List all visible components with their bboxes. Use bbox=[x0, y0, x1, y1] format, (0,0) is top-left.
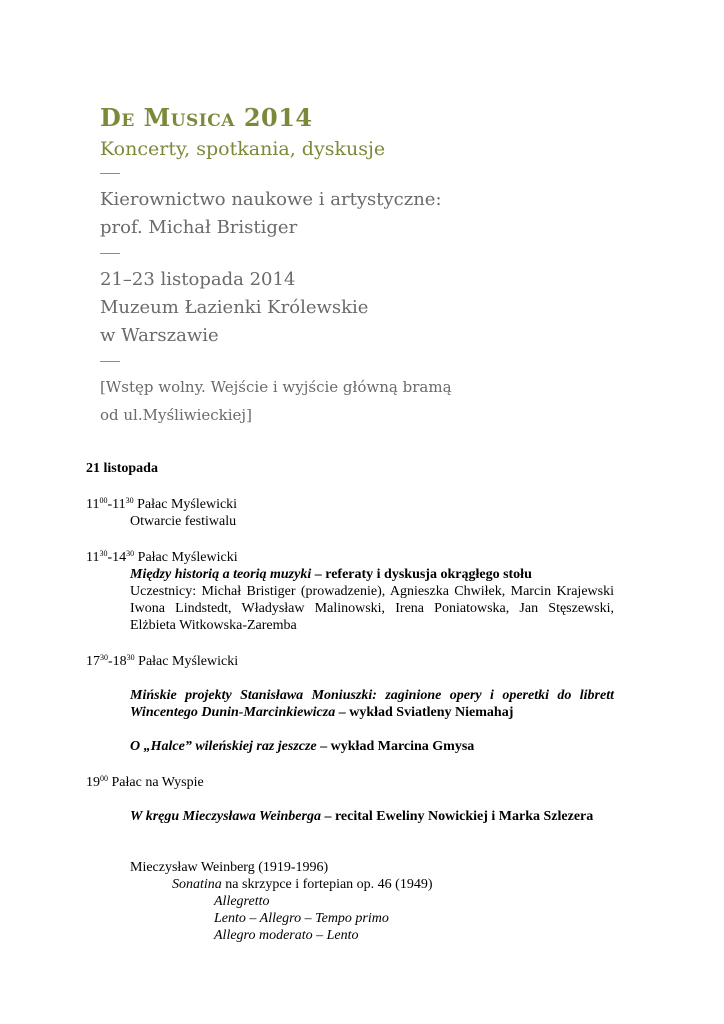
slot-time-place bbox=[86, 545, 614, 566]
recital-title: W kręgu Mieczysława Weinberga – recital Eweliny Nowickiej i Marka Szlezera bbox=[130, 809, 594, 824]
composer: Mieczysław Weinberg (1919-1996) bbox=[130, 860, 329, 875]
venue-line-2: w Warszawie bbox=[100, 325, 219, 346]
slot-time: $11^{00}-11^{30}$ bbox=[86, 496, 134, 512]
slot-time-place bbox=[86, 770, 614, 791]
slot-place: Pałac Myślewicki bbox=[133, 497, 238, 512]
slot-place: Pałac Myślewicki bbox=[134, 550, 238, 565]
slot-time-place bbox=[86, 649, 614, 670]
work-title: Sonatina na skrzypce i fortepian op. 46 (1949) bbox=[172, 877, 433, 892]
festival-dates: 21–23 listopada 2014 bbox=[100, 269, 296, 290]
direction-line-1: Kierownictwo naukowe i artystyczne: bbox=[100, 189, 442, 210]
slot-time: $11^{30}-14^{30}$ bbox=[86, 549, 135, 565]
divider bbox=[100, 173, 120, 174]
slot-description: Otwarcie festiwalu bbox=[130, 514, 237, 529]
venue-line-1: Muzeum Łazienki Królewskie bbox=[100, 297, 369, 318]
program-slot bbox=[86, 545, 614, 634]
program-slot bbox=[86, 770, 614, 944]
event-title: Między historią a teorią muzyki – referaty i dyskusja okrągłego stołu bbox=[130, 567, 532, 582]
slot-place: Pałac Myślewicki bbox=[134, 654, 239, 669]
direction-line-2: prof. Michał Bristiger bbox=[100, 217, 298, 238]
program bbox=[86, 460, 614, 959]
program-slot bbox=[86, 492, 614, 530]
movement: Allegretto bbox=[214, 894, 270, 909]
day-heading: 21 listopada bbox=[86, 461, 158, 476]
lecture-2: O „Halce” wileńskiej raz jeszcze – wykład Marcina Gmysa bbox=[130, 739, 475, 754]
entry-note-line-1: [Wstęp wolny. Wejście i wyjście główną bramą bbox=[100, 378, 452, 396]
festival-subtitle: Koncerty, spotkania, dyskusje bbox=[100, 138, 386, 160]
movement: Allegro moderato – Lento bbox=[214, 928, 359, 943]
slot-place: Pałac na Wyspie bbox=[108, 775, 204, 790]
festival-header bbox=[100, 102, 520, 429]
lecture-1: Mińskie projekty Stanisława Moniuszki: zaginione opery i operetki do librett Wincentego Dunin-Marcinkiewicza – wykład Sviatleny Niemahaj bbox=[130, 688, 614, 720]
movement: Lento – Allegro – Tempo primo bbox=[214, 911, 389, 926]
program-slot bbox=[86, 649, 614, 755]
slot-time: $17^{30}-18^{30}$ bbox=[86, 653, 135, 669]
entry-note-line-2: od ul.Myśliwieckiej] bbox=[100, 406, 252, 424]
participants: Uczestnicy: Michał Bristiger (prowadzenie), Agnieszka Chwiłek, Marcin Krajewski Iwona Lindstedt, Władysław Malinowski, Irena Poniatowska, Jan Stęszewski, Elżbieta Witkowska-Zaremba bbox=[130, 584, 614, 633]
divider bbox=[100, 361, 120, 362]
divider bbox=[100, 253, 120, 254]
festival-title: De Musica 2014 bbox=[100, 103, 313, 132]
slot-time: $19^{00}$ bbox=[86, 774, 108, 790]
slot-time-place bbox=[86, 492, 614, 513]
